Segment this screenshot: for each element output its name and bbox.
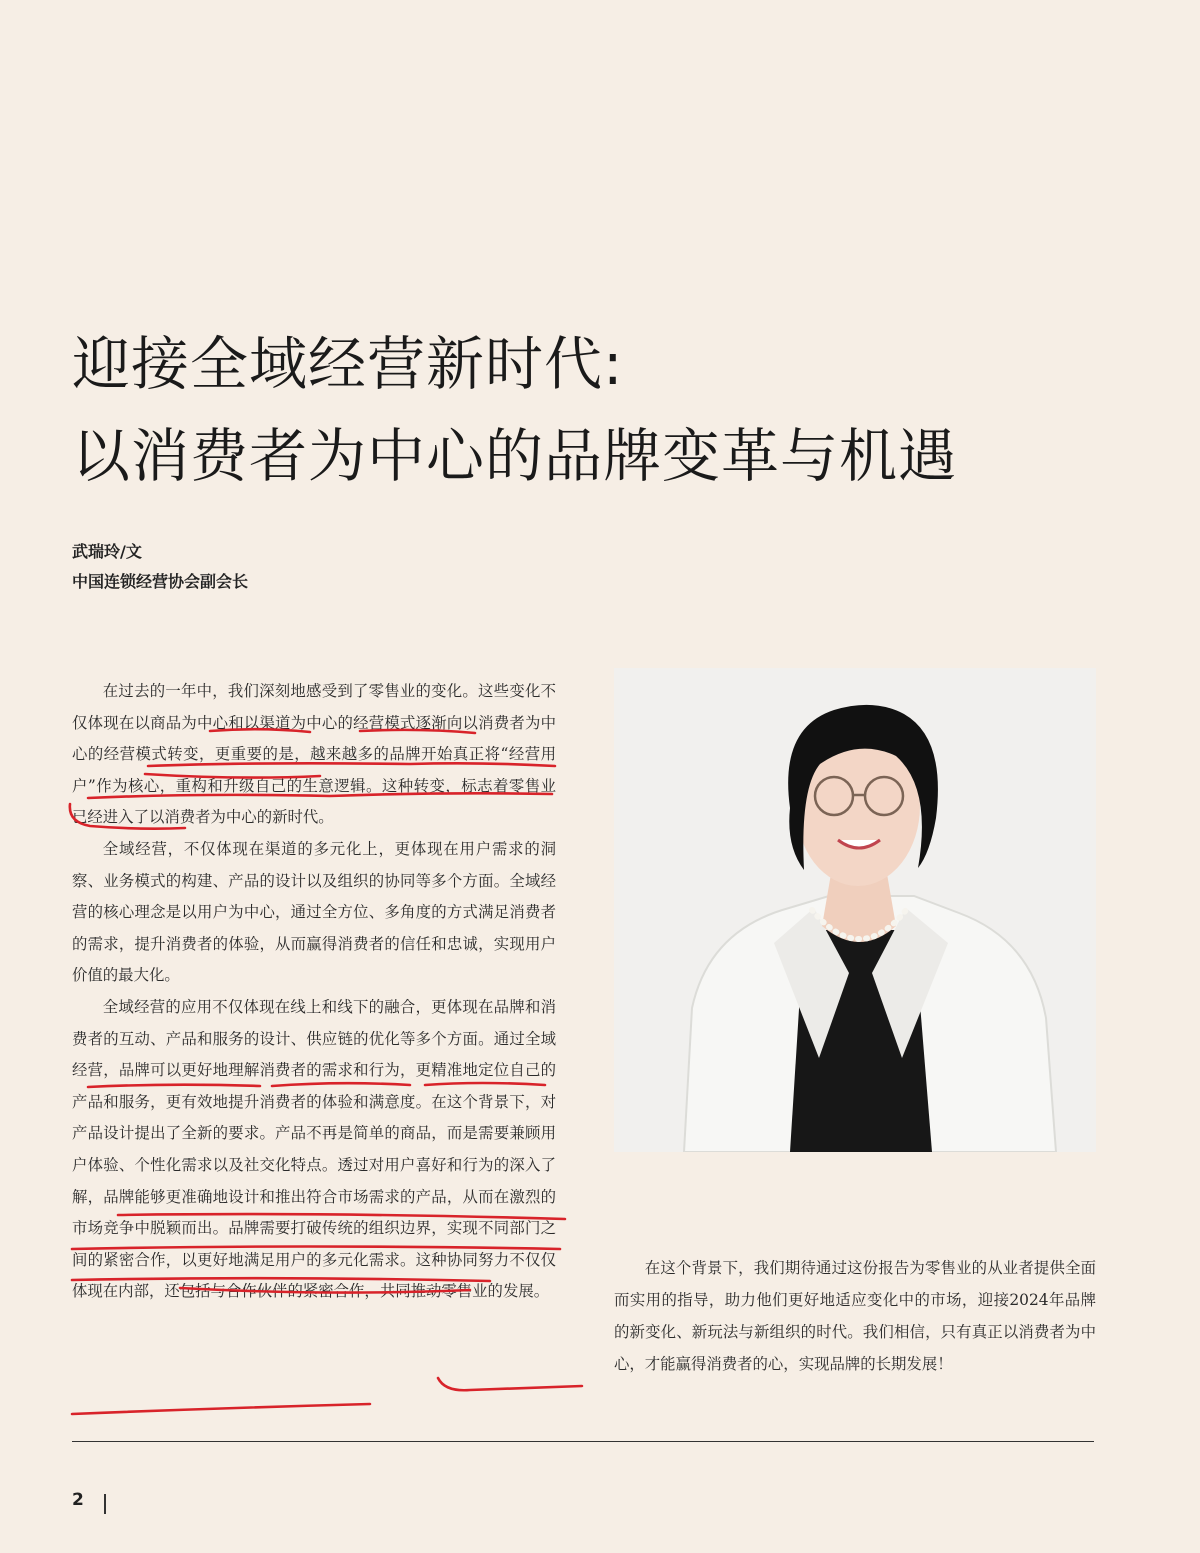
- portrait-illustration: [614, 668, 1096, 1152]
- paragraph-3: 全域经营的应用不仅体现在线上和线下的融合，更体现在品牌和消费者的互动、产品和服务的设计、供应链的优化等多个方面。通过全域经营，品牌可以更好地理解消费者的需求和行为，更精准地定位自己的产品和服务，更有效地提升消费者的体验和满意度。在这个背景下，对产品设计提出了全新的要求。产品不再是简单的商品，而是需要兼顾用户体验、个性化需求以及社交化特点。透过对用户喜好和行为的深入了解，品牌能够更准确地设计和推出符合市场需求的产品，从而在激烈的市场竞争中脱颖而出。品牌需要打破传统的组织边界，实现不同部门之间的紧密合作，以更好地满足用户的多元化需求。这种协同努力不仅仅体现在内部，还包括与合作伙伴的紧密合作，共同推动零售业的发展。: [72, 997, 556, 1301]
- paragraph-2: 全域经营，不仅体现在渠道的多元化上，更体现在用户需求的洞察、业务模式的构建、产品的设计以及组织的协同等多个方面。全域经营的核心理念是以用户为中心，通过全方位、多角度的方式满足消费者的需求，提升消费者的体验，从而赢得消费者的信任和忠诚，实现用户价值的最大化。: [72, 839, 556, 985]
- author-role: 中国连锁经营协会副会长: [72, 572, 249, 591]
- footer-rule: [72, 1441, 1094, 1442]
- page-number: 2: [72, 1490, 84, 1510]
- page-number-divider: [104, 1494, 106, 1514]
- article-title: [72, 318, 1132, 502]
- paragraph-1: 在过去的一年中，我们深刻地感受到了零售业的变化。这些变化不仅体现在以商品为中心和以渠道为中心的经营模式逐渐向以消费者为中心的经营模式转变，更重要的是，越来越多的品牌开始真正将“经营用户”作为核心，重构和升级自己的生意逻辑。这种转变，标志着零售业已经进入了以消费者为中心的新时代。: [72, 682, 556, 827]
- title-line-1: 迎接全域经营新时代:: [72, 330, 624, 398]
- body-left-column: [72, 676, 556, 1308]
- paragraph-right-1: 在这个背景下，我们期待通过这份报告为零售业的从业者提供全面而实用的指导，助力他们更好地适应变化中的市场，迎接2024年品牌的新变化、新玩法与新组织的时代。我们相信，只有真正以消费者为中心，才能赢得消费者的心，实现品牌的长期发展！: [614, 1259, 1096, 1373]
- title-line-2: 以消费者为中心的品牌变革与机遇: [72, 422, 958, 490]
- byline: [72, 537, 248, 597]
- author-name: 武瑞玲/文: [72, 542, 142, 561]
- body-right-column: [614, 1252, 1096, 1380]
- author-portrait: [614, 668, 1096, 1152]
- underline-mark: [72, 1404, 370, 1414]
- underline-mark: [438, 1378, 582, 1390]
